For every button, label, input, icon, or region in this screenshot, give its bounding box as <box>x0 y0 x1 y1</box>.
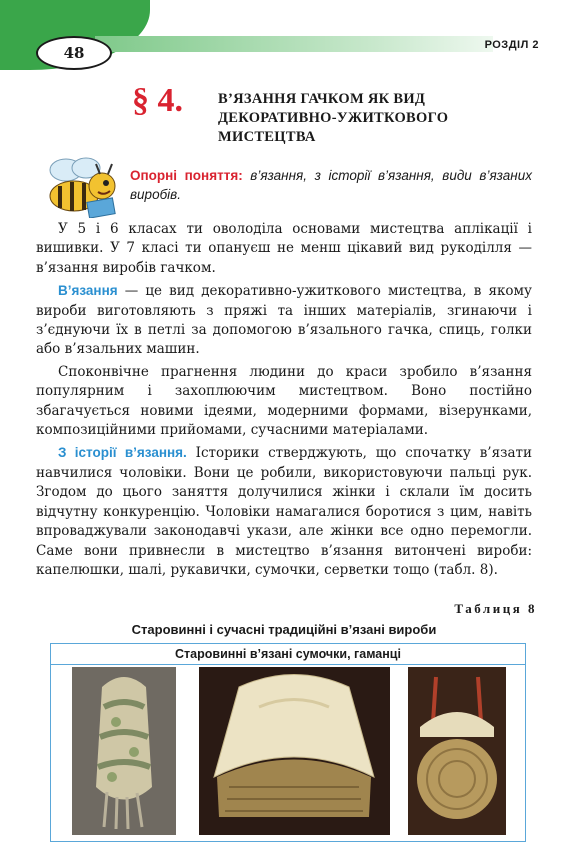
body-text <box>36 220 532 583</box>
history-lead: З історії в’язання. <box>58 445 187 461</box>
paragraph-text: Історики стверджують, що спочатку в’язати навчилися чоловіки. Вони це робили, використовуючи пальці рук. Згодом до цього заняття долучилися жінки і склали їм досить відчутну конкуренцію. Чоловіки намагалися боротися з цим, навіть впроваджували законодавчі укази, але жінки все одно перемогли. Саме вони привнесли в мистецтво в’язання витончені вироби: капелюшки, шалі, рукавички, сумочки, серветки тощо (табл. 8). <box>36 445 532 578</box>
key-concepts-label: Опорні поняття: <box>130 168 243 183</box>
header-bar <box>95 36 493 52</box>
section-label: РОЗДІЛ 2 <box>484 39 539 51</box>
paragraph-text: У 5 і 6 класах ти оволоділа основами мистецтва аплікації і вишивки. У 7 класі ти опануєш не менш цікавий вид рукоділля — в’язання виробів гачком. <box>36 221 532 276</box>
drawstring-purse-image <box>72 667 176 835</box>
paragraph-text: — це вид декоративно-ужиткового мистецтва, в якому вироби виготовляють з пряжі та інших матеріалів, згинаючи і з’єднуючи їх в петлі за допомогою в’язального гачка, спиць, голки або в’язальних машин. <box>36 283 532 358</box>
page-number: 48 <box>36 36 112 70</box>
paragraph-number: § 4. <box>132 82 183 119</box>
round-handbag-image <box>408 667 506 835</box>
table-row-header: Старовинні в’язані сумочки, гаманці <box>51 644 525 665</box>
paragraph <box>36 220 532 278</box>
paragraph <box>36 281 532 360</box>
key-concepts-value: в’язання, з історії в’язання, види в’язаних виробів. <box>130 168 532 202</box>
term-lead: В’язання <box>58 283 118 299</box>
key-concepts <box>130 166 532 204</box>
table-title: Старовинні і сучасні традиційні в’язані вироби <box>131 622 437 637</box>
paragraph <box>36 363 532 441</box>
paragraph <box>36 443 532 580</box>
paragraph-text: Споконвічне прагнення людини до краси зробило в’язання популярним і захоплюючим мистецтвом. Воно постійно збагачується новими ідеями, модерними формами, візерунками, композиційними прийомами, сучасними матеріалами. <box>36 363 532 439</box>
page-title: В’ЯЗАННЯ ГАЧКОМ ЯК ВИД ДЕКОРАТИВНО-УЖИТКОВОГО МИСТЕЦТВА <box>218 91 449 145</box>
table-label: Таблиця 8 <box>454 601 537 616</box>
bee-mascot-icon <box>36 156 126 218</box>
frame-handbag-image <box>199 667 390 835</box>
